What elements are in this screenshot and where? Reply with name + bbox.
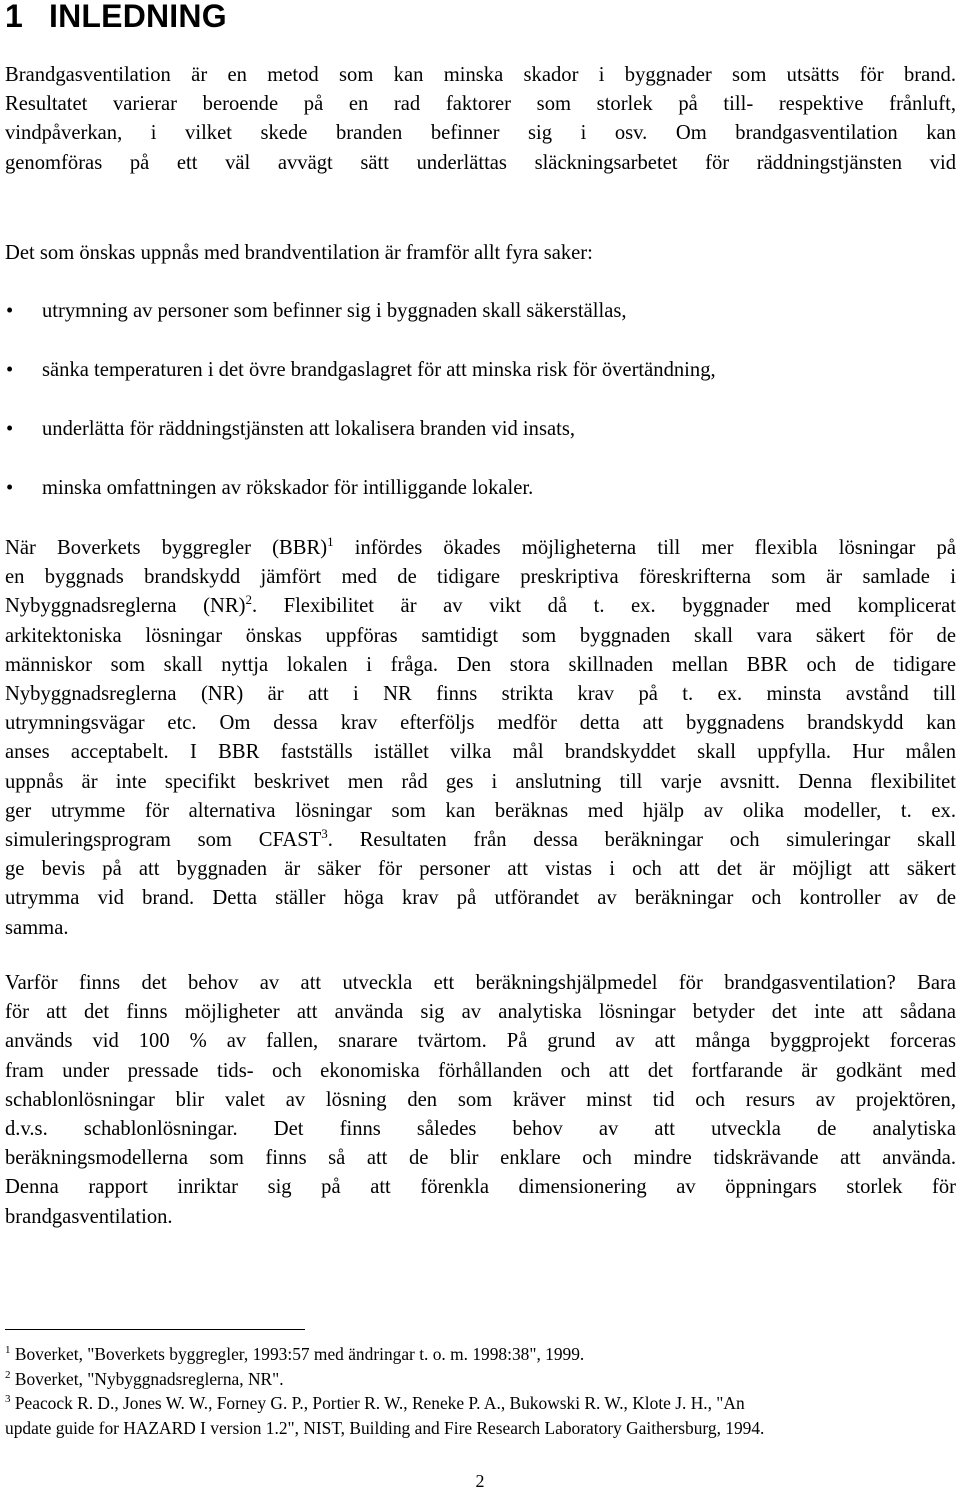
footnotes — [5, 1342, 956, 1440]
text-line: uppnås är inte specifikt beskrivet men råd ges i anslutning till varje avsnitt. Denna flexibilitet — [5, 770, 956, 793]
footnote-ref: 2 — [245, 592, 252, 608]
list-item-text: sänka temperaturen i det övre brandgaslagret för att minska risk för övertändning, — [42, 359, 716, 381]
list-item — [5, 474, 956, 533]
section-title: INLEDNING — [49, 0, 227, 34]
list-item — [5, 297, 956, 356]
footnote-ref: 3 — [321, 826, 328, 842]
text-segment: När Boverkets byggregler (BBR) — [5, 537, 328, 559]
footnote-ref: 1 — [327, 534, 334, 549]
footnote — [5, 1391, 956, 1416]
bullet-icon: • — [6, 418, 14, 440]
text-line: en byggnads brandskydd jämfört med de tidigare preskriptiva föreskrifterna som är samlade i — [5, 566, 956, 589]
text-line: används vid 100 % av fallen, snarare tvärtom. På grund av att många byggprojekt forceras — [5, 1030, 956, 1053]
text-line: Nybyggnadsreglerna (NR) är att i NR finns strikta krav på t. ex. minsta avstånd till — [5, 683, 956, 706]
footnote — [5, 1342, 956, 1367]
text-segment: infördes ökades möjligheterna till mer flexibla lösningar på — [333, 537, 956, 559]
text-line: genomföras på ett väl avvägt sätt underlättas släckningsarbetet för räddningstjänsten vid — [5, 151, 956, 174]
text-line: beräkningsmodellerna som finns så att de blir enklare och mindre tidskrävande att använda. — [5, 1147, 956, 1170]
bbr-paragraph — [5, 534, 956, 943]
text-line — [5, 826, 956, 855]
text-segment: . Resultaten från dessa beräkningar och simuleringar skall — [327, 829, 956, 852]
footnote-text: Boverket, "Boverkets byggregler, 1993:57 med ändringar t. o. m. 1998:38", 1999. — [10, 1344, 585, 1364]
goals-bullet-list — [5, 297, 956, 533]
text-line: fram under pressade tids- och ekonomiska förhållanden och att det fortfarande är godkänt med — [5, 1059, 956, 1082]
text-line: ge bevis på att byggnaden är säker för personer att vistas i och att det är möjligt att säkert — [5, 858, 956, 881]
page-number: 2 — [475, 1471, 485, 1491]
text-line: arkitektoniska lösningar önskas uppföras samtidigt som byggnaden skall vara säkert för de — [5, 624, 956, 647]
text-line: utrymningsvägar etc. Om dessa krav efterföljs medför detta att byggnadens brandskydd kan — [5, 712, 956, 735]
text-segment: . Flexibilitet är av vikt då t. ex. byggnader med komplicerat — [251, 595, 957, 618]
text-line: samma. — [5, 916, 69, 939]
footnote-mark: 3 — [5, 1393, 11, 1405]
footnote — [5, 1367, 956, 1392]
text-line: anses acceptabelt. I BBR fastställs istället vilka mål brandskyddet skall uppfylla. Hur målen — [5, 741, 956, 764]
footnote-text: Boverket, "Nybyggnadsreglerna, NR". — [10, 1368, 284, 1389]
footnote-mark: 2 — [5, 1368, 11, 1381]
text-line: schablonlösningar blir valet av lösning den som kräver minst tid och resurs av projektören, — [5, 1088, 956, 1111]
text-line: människor som skall nyttja lokalen i fråga. Den stora skillnaden mellan BBR och de tidigare — [5, 653, 956, 676]
bullet-icon: • — [6, 477, 14, 499]
bullet-icon: • — [6, 300, 14, 322]
list-item-text: utrymning av personer som befinner sig i byggnaden skall säkerställas, — [42, 300, 627, 322]
goals-intro-paragraph: Det som önskas uppnås med brandventilation är framför allt fyra saker: — [5, 242, 593, 264]
footnote-continuation: update guide for HAZARD I version 1.2", NIST, Building and Fire Research Laboratory Gaithersburg, 1994. — [5, 1417, 765, 1438]
text-line: Denna rapport inriktar sig på att förenkla dimensionering av öppningars storlek för — [5, 1176, 956, 1199]
text-line: vindpåverkan, i vilket skede branden befinner sig i osv. Om brandgasventilation kan — [5, 122, 956, 145]
text-line: utrymma vid brand. Detta ställer höga krav på utförandet av beräkningar och kontroller av de — [5, 887, 956, 910]
text-line — [5, 534, 956, 563]
text-line — [5, 592, 956, 621]
list-item — [5, 415, 956, 474]
text-segment: simuleringsprogram som CFAST — [5, 829, 322, 852]
intro-paragraph — [5, 61, 956, 178]
section-number: 1 — [5, 0, 23, 34]
bullet-icon: • — [6, 359, 14, 381]
list-item-text: minska omfattningen av rökskador för intilliggande lokaler. — [42, 477, 534, 499]
text-line: Brandgasventilation är en metod som kan minska skador i byggnader som utsätts för brand. — [5, 64, 956, 86]
section-heading — [5, 0, 227, 36]
text-line: Resultatet varierar beroende på en rad faktorer som storlek på till- respektive frånluft, — [5, 93, 956, 116]
list-item — [5, 356, 956, 415]
text-line: brandgasventilation. — [5, 1205, 173, 1228]
motivation-paragraph — [5, 969, 956, 1232]
text-line: ger utrymme för alternativa lösningar som kan beräknas med hjälp av olika modeller, t. ex. — [5, 799, 956, 822]
text-line: för att det finns möjligheter att använda sig av analytiska lösningar betyder det inte att sådana — [5, 1001, 956, 1024]
footnote-divider — [5, 1329, 305, 1330]
text-line: Varför finns det behov av att utveckla ett beräkningshjälpmedel för brandgasventilation? Bara — [5, 972, 956, 994]
footnote-mark: 1 — [5, 1344, 11, 1356]
list-item-text: underlätta för räddningstjänsten att lokalisera branden vid insats, — [42, 418, 575, 440]
text-segment: Nybyggnadsreglerna (NR) — [5, 595, 246, 618]
text-line: d.v.s. schablonlösningar. Det finns således behov av att utveckla de analytiska — [5, 1118, 956, 1141]
footnote-text: Peacock R. D., Jones W. W., Forney G. P., Portier R. W., Reneke P. A., Bukowski R. W., Klote J. H., "An — [10, 1393, 745, 1413]
